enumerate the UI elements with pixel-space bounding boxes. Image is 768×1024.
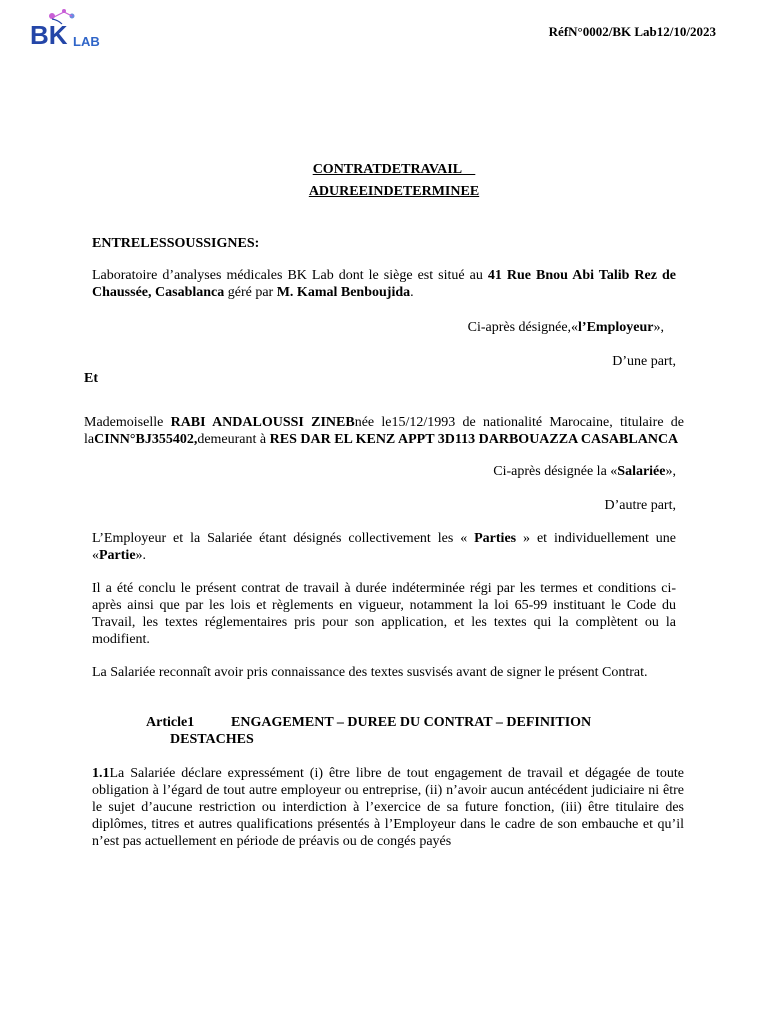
parties-paragraph: L’Employeur et la Salariée étant désignés collectivement les « Parties » et individuellement une «Partie». <box>92 531 676 563</box>
bk-lab-logo <box>28 6 118 52</box>
logo-bk: BK <box>30 20 68 50</box>
reference-number: RéfN°0002/BK Lab12/10/2023 <box>548 24 716 39</box>
employer-part: D’une part, <box>612 354 676 369</box>
employer-designation: Ci-après désignée,«l’Employeur», <box>467 320 664 335</box>
contract-subtitle: ADUREEINDETERMINEE <box>308 184 480 199</box>
acknowledgement-paragraph: La Salariée reconnaît avoir pris connaissance des textes susvisés avant de signer le présent Contrat. <box>92 665 648 680</box>
logo-lab: LAB <box>73 34 100 49</box>
employee-part: D’autre part, <box>604 498 676 513</box>
article-title-line1: ENGAGEMENT – DUREE DU CONTRAT – DEFINITION <box>231 715 592 730</box>
et-label: Et <box>84 371 98 386</box>
employee-designation: Ci-après désignée la «Salariée», <box>493 464 676 479</box>
soussignes-heading: ENTRELESSOUSSIGNES: <box>92 236 260 251</box>
employer-paragraph: Laboratoire d’analyses médicales BK Lab dont le siège est situé au 41 Rue Bnou Abi Talib Rez de Chaussée, Casablanca géré par M. Kamal Benboujida. <box>92 268 676 300</box>
conclusion-paragraph: Il a été conclu le présent contrat de travail à durée indéterminée régi par les termes et conditions ci-après ainsi que par les lois et règlements en vigueur, notamment la loi 65-99 instituant le Code du Travail, les textes réglementaires pris pour son application, et les textes qui la complètent ou la modifient. <box>92 581 676 647</box>
article-number: Article1 <box>146 715 195 730</box>
clause-1-1: 1.1La Salariée déclare expressément (i) être libre de tout engagement de travail et dégagée de toute obligation à l’égard de tout autre employeur ou entreprise, (ii) n’avoir aucun antécédent judiciaire ni être le sujet d’aucune restriction ou interdiction à l’exercice de sa future fonction, (iii) être titulaire des diplômes, titres et autres qualifications présentés à l’Employeur dans le cadre de son embauche et qu’il n’est pas actuellement en période de préavis ou de congés payés <box>92 766 684 849</box>
contract-title: CONTRATDETRAVAIL <box>312 162 476 177</box>
clause-number: 1.1 <box>92 766 110 781</box>
article-title-line2: DESTACHES <box>170 732 254 747</box>
logo-graphic <box>28 6 118 52</box>
employee-paragraph: Mademoiselle RABI ANDALOUSSI ZINEBnée le15/12/1993 de nationalité Marocaine, titulaire de laCINN°BJ355402,demeurant à RES DAR EL KENZ APPT 3D113 DARBOUAZZA CASABLANCA <box>84 415 685 447</box>
